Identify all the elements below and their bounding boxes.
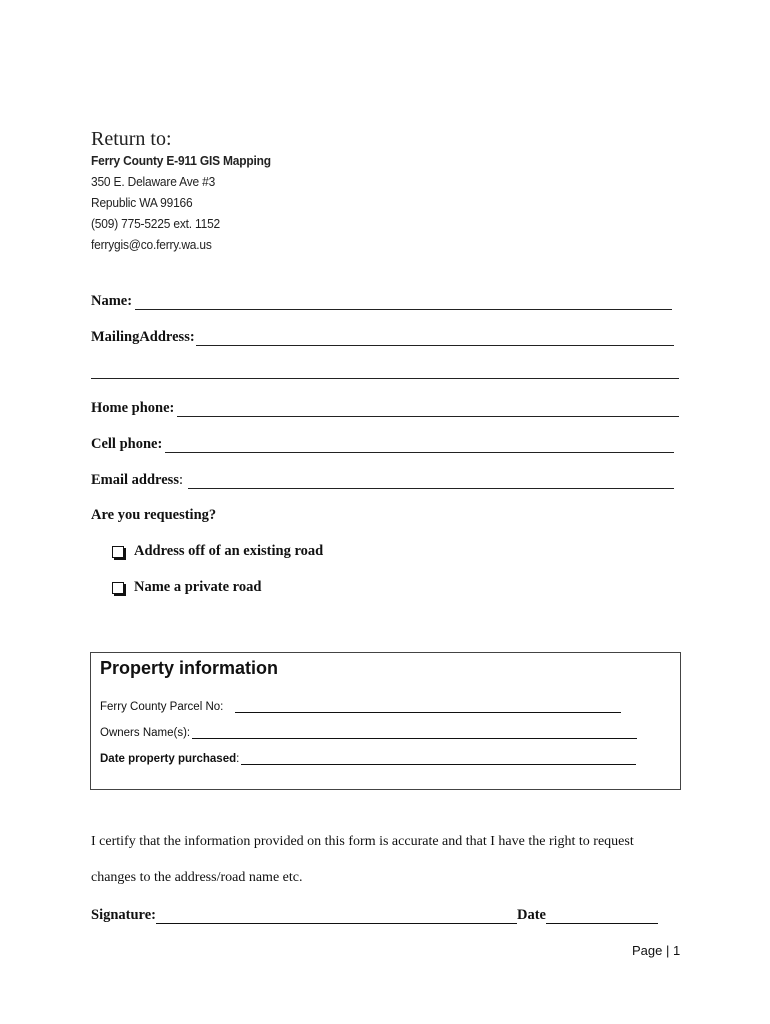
home-phone-line[interactable] [177,402,679,417]
date-line[interactable] [546,909,658,924]
owners-name-field[interactable] [100,723,637,739]
email-address-field[interactable] [91,469,674,489]
date-purchased-label: Date property purchased [100,753,237,765]
parcel-no-field[interactable] [100,697,637,713]
cell-phone-field[interactable] [91,433,674,453]
return-phone: (509) 775-5225 ext. 1152 [91,216,221,231]
mailing-address-field[interactable] [91,326,674,346]
name-field[interactable] [91,290,672,310]
date-purchased-colon: : [236,753,240,765]
page-number: Page | 1 [632,943,681,958]
home-phone-field[interactable] [91,397,679,417]
date-label: Date [517,907,546,923]
name-label: Name: [91,293,133,309]
parcel-no-label: Ferry County Parcel No: [100,701,224,713]
return-to-heading: Return to: [91,128,172,150]
property-info-title: Property information [100,658,279,678]
checkbox-icon[interactable] [112,582,124,594]
return-org: Ferry County E-911 GIS Mapping [91,153,271,168]
option-private-road-label: Name a private road [134,579,262,595]
return-city: Republic WA 99166 [91,195,193,210]
owners-name-line[interactable] [192,727,637,739]
certification-line-1: I certify that the information provided on this form is accurate and that I have the right to request [91,834,634,849]
email-address-colon: : [178,472,183,488]
return-street: 350 E. Delaware Ave #3 [91,174,216,189]
option-existing-road[interactable] [112,543,323,560]
owners-name-label: Owners Name(s): [100,727,191,739]
option-private-road[interactable] [112,579,261,596]
home-phone-label: Home phone: [91,400,175,416]
date-purchased-line[interactable] [241,753,636,765]
return-email: ferrygis@co.ferry.wa.us [91,237,212,252]
date-purchased-field[interactable] [100,749,637,765]
checkbox-icon[interactable] [112,546,124,558]
name-line[interactable] [135,295,672,310]
parcel-no-line[interactable] [235,701,621,713]
email-address-line[interactable] [188,474,674,489]
mailing-address-label: MailingAddress: [91,329,195,345]
mailing-address-line[interactable] [196,331,674,346]
option-existing-road-label: Address off of an existing road [134,543,324,559]
email-address-label: Email address [91,472,179,488]
cell-phone-line[interactable] [165,438,674,453]
signature-row[interactable] [91,904,658,924]
cell-phone-label: Cell phone: [91,436,163,452]
signature-label: Signature: [91,907,156,923]
signature-line[interactable] [156,909,517,924]
certification-line-2: changes to the address/road name etc. [91,870,303,885]
mailing-address-line-2[interactable] [91,378,679,379]
request-question: Are you requesting? [91,507,217,523]
